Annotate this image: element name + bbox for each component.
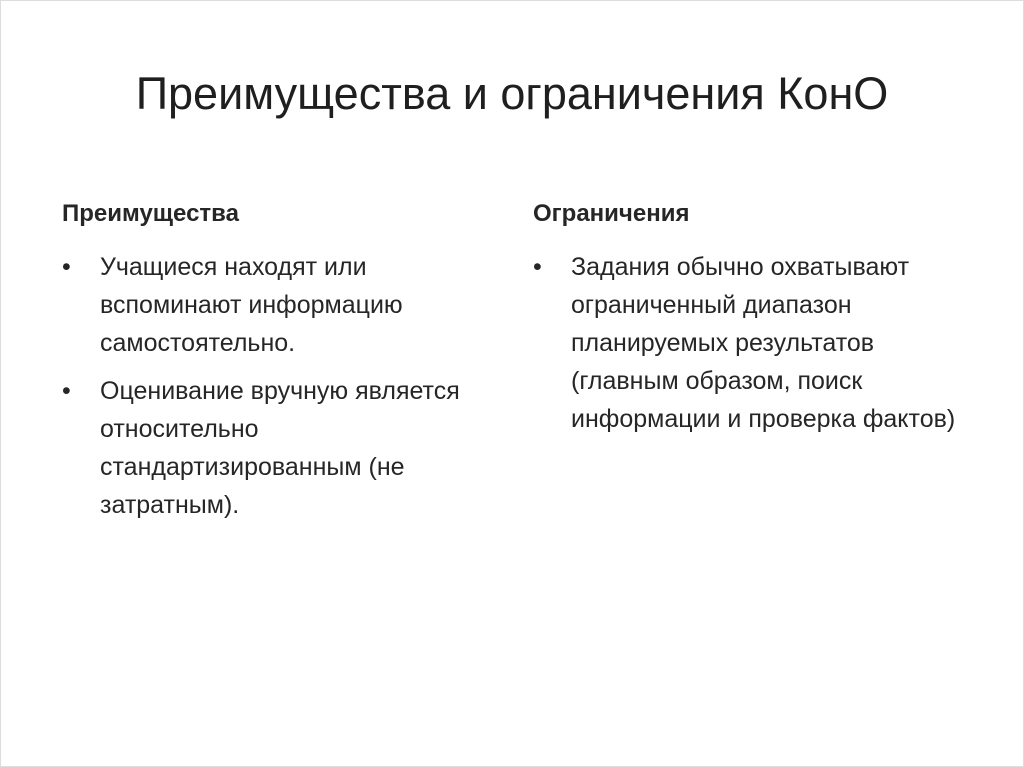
limitations-column (533, 200, 973, 448)
list-item: • Оценивание вручную является относительно стандартизированным (не затратным). (62, 372, 502, 524)
limitations-heading: Ограничения (533, 200, 690, 227)
list-item: • Учащиеся находят или вспоминают информацию самостоятельно. (62, 248, 502, 362)
advantages-column (62, 200, 502, 534)
list-item: • Задания обычно охватывают ограниченный диапазон планируемых результатов (главным образом, поиск информации и проверка фактов) (533, 248, 973, 438)
advantages-heading: Преимущества (62, 200, 239, 227)
slide-title: Преимущества и ограничения КонО (135, 68, 889, 119)
